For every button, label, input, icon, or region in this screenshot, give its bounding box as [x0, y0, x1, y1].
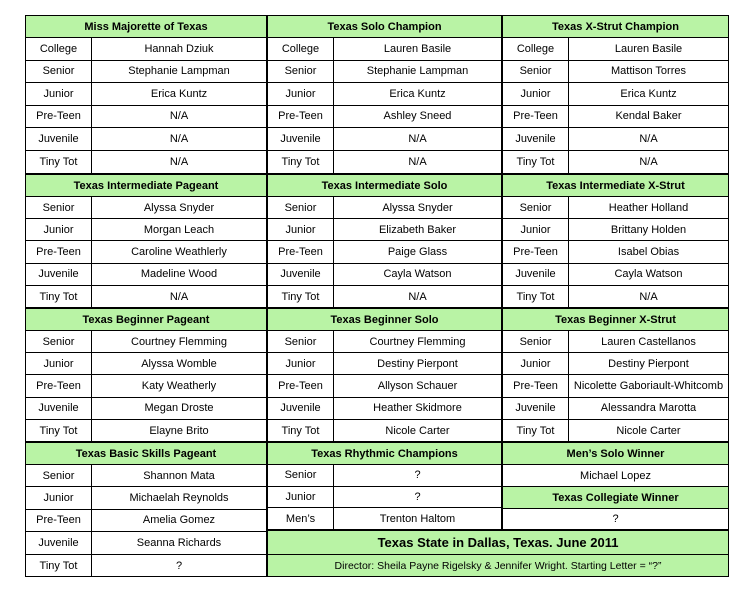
table-row — [26, 398, 266, 420]
winner-name: Isabel Obias — [617, 245, 680, 258]
winner-name: Lauren Basile — [383, 42, 452, 55]
mens-solo-winner: Michael Lopez — [503, 465, 728, 487]
table-row — [26, 61, 266, 84]
winner-name: N/A — [639, 132, 658, 145]
table-row — [268, 197, 501, 219]
winner-name: Megan Droste — [144, 402, 214, 415]
section-title: Texas X-Strut Champion — [503, 16, 728, 38]
table-row — [503, 264, 728, 286]
division-label: Tiny Tot — [26, 286, 92, 308]
winner-name: Nicole Carter — [616, 424, 681, 437]
winner-name: N/A — [169, 155, 189, 168]
section-basic-skills-pageant — [25, 442, 267, 577]
division-label: Pre-Teen — [26, 241, 92, 262]
rows — [503, 331, 728, 442]
division-label: Tiny Tot — [503, 151, 569, 174]
director-note: Director: Sheila Payne Rigelsky & Jennifer Wright. Starting Letter = “?” — [268, 555, 728, 576]
section-title: Texas Beginner Pageant — [26, 309, 266, 331]
table-row — [503, 83, 728, 106]
division-label: Pre-Teen — [26, 375, 92, 396]
table-row — [503, 375, 728, 397]
winner-name: Trenton Haltom — [379, 513, 456, 526]
table-row — [26, 420, 266, 442]
division-label: Senior — [268, 465, 334, 486]
winner-name: Paige Glass — [387, 245, 448, 258]
division-label: Tiny Tot — [268, 286, 334, 308]
winner-name: ? — [414, 491, 421, 504]
table-row — [26, 465, 266, 487]
division-label: Junior — [26, 487, 92, 508]
division-label: Senior — [26, 331, 92, 352]
table-row — [503, 286, 728, 308]
winner-name: Alyssa Womble — [141, 357, 217, 370]
division-label: College — [268, 38, 334, 60]
division-label: Pre-Teen — [26, 510, 92, 531]
winner-name: Seanna Richards — [136, 536, 222, 549]
section-intermediate-x-strut — [502, 174, 729, 308]
table-row — [26, 375, 266, 397]
division-label: Senior — [503, 61, 569, 83]
event-banner — [267, 530, 729, 577]
winner-name: N/A — [169, 132, 189, 145]
table-row — [503, 61, 728, 84]
table-row — [268, 398, 501, 420]
table-row — [26, 555, 266, 577]
table-row — [26, 128, 266, 151]
division-label: Juvenile — [268, 264, 334, 285]
winner-name: ? — [175, 559, 183, 572]
table-row — [503, 331, 728, 353]
table-row — [26, 532, 266, 554]
table-row — [268, 83, 501, 106]
section-title: Texas Intermediate Pageant — [26, 175, 266, 197]
division-label: Junior — [26, 219, 92, 240]
division-label: Tiny Tot — [26, 555, 92, 577]
division-label: Senior — [26, 61, 92, 83]
section-texas-solo-champion — [267, 15, 502, 174]
division-label: Juvenile — [503, 398, 569, 419]
division-label: Junior — [503, 353, 569, 374]
division-label: College — [503, 38, 569, 60]
division-label: Senior — [268, 61, 334, 83]
division-label: Pre-Teen — [268, 106, 334, 128]
table-row — [26, 487, 266, 509]
winner-name: Lauren Basile — [614, 42, 683, 55]
section-title: Texas Intermediate Solo — [268, 175, 501, 197]
winner-name: N/A — [639, 290, 658, 303]
winner-name: Erica Kuntz — [389, 87, 446, 100]
winner-name: Lauren Castellanos — [601, 335, 696, 348]
table-row — [26, 106, 266, 129]
division-label: Junior — [268, 487, 334, 508]
section-intermediate-solo — [267, 174, 502, 308]
table-row — [503, 38, 728, 61]
table-row — [268, 106, 501, 129]
division-label: College — [26, 38, 92, 60]
table-row — [26, 264, 266, 286]
section-beginner-pageant — [25, 308, 267, 442]
division-label: Junior — [268, 83, 334, 105]
division-label: Juvenile — [26, 264, 92, 285]
division-label: Tiny Tot — [26, 420, 92, 442]
table-row — [26, 286, 266, 308]
winner-name: Kendal Baker — [615, 110, 682, 123]
division-label: Tiny Tot — [26, 151, 92, 174]
table-row — [268, 420, 501, 442]
table-row — [268, 264, 501, 286]
winner-name: Caroline Weathlerly — [131, 245, 227, 258]
table-row — [268, 353, 501, 375]
division-label: Juvenile — [26, 532, 92, 553]
division-label: Pre-Teen — [503, 106, 569, 128]
section-x-strut-champion — [502, 15, 729, 174]
winner-name: Morgan Leach — [143, 223, 215, 236]
winner-name: N/A — [639, 155, 658, 168]
table-row — [26, 331, 266, 353]
division-label: Senior — [503, 197, 569, 218]
table-row — [26, 83, 266, 106]
section-beginner-x-strut — [502, 308, 729, 442]
winner-name: Erica Kuntz — [620, 87, 677, 100]
division-label: Tiny Tot — [268, 420, 334, 442]
table-row — [26, 510, 266, 532]
rows — [26, 465, 266, 577]
division-label: Junior — [268, 353, 334, 374]
division-label: Tiny Tot — [268, 151, 334, 174]
division-label: Junior — [503, 219, 569, 240]
table-row — [268, 487, 501, 509]
division-label: Junior — [268, 219, 334, 240]
winner-name: Courtney Flemming — [369, 335, 466, 348]
winner-name: Elizabeth Baker — [378, 223, 457, 236]
table-row — [26, 151, 266, 174]
winner-name: Shannon Mata — [143, 469, 215, 482]
rows — [268, 38, 501, 173]
table-row — [26, 241, 266, 263]
table-row — [26, 38, 266, 61]
winner-name: Stephanie Lampman — [128, 65, 230, 78]
winner-name: Allyson Schauer — [377, 379, 458, 392]
table-row — [268, 128, 501, 151]
division-label: Juvenile — [503, 264, 569, 285]
division-label: Pre-Teen — [268, 241, 334, 262]
division-label: Senior — [268, 197, 334, 218]
rows — [268, 465, 501, 530]
winner-name: Madeline Wood — [140, 268, 218, 281]
table-row — [26, 219, 266, 241]
table-row — [268, 375, 501, 397]
section-rhythmic-champions — [267, 442, 502, 530]
section-title: Texas Solo Champion — [268, 16, 501, 38]
table-row — [268, 286, 501, 308]
division-label: Senior — [503, 331, 569, 352]
section-miss-majorette — [25, 15, 267, 174]
winner-name: Hannah Dziuk — [144, 42, 214, 55]
section-title: Texas Intermediate X-Strut — [503, 175, 728, 197]
division-label: Juvenile — [268, 398, 334, 419]
section-mens-solo — [502, 442, 729, 530]
section-title: Texas Beginner Solo — [268, 309, 501, 331]
division-label: Pre-Teen — [268, 375, 334, 396]
division-label: Junior — [26, 353, 92, 374]
table-row — [503, 398, 728, 420]
collegiate-title: Texas Collegiate Winner — [503, 487, 728, 509]
division-label: Pre-Teen — [503, 375, 569, 396]
section-title: Texas Basic Skills Pageant — [26, 443, 266, 465]
table-row — [268, 241, 501, 263]
winner-name: Nicolette Gaboriault-Whitcomb — [573, 379, 724, 392]
section-beginner-solo — [267, 308, 502, 442]
table-row — [268, 465, 501, 487]
winner-name: Nicole Carter — [385, 424, 450, 437]
division-label: Tiny Tot — [503, 286, 569, 308]
rows — [26, 197, 266, 308]
table-row — [268, 508, 501, 530]
winner-name: Brittany Holden — [610, 223, 687, 236]
winner-name: ? — [414, 469, 421, 482]
table-row — [268, 38, 501, 61]
rows — [503, 197, 728, 308]
winner-name: Amelia Gomez — [142, 514, 216, 527]
table-row — [503, 128, 728, 151]
division-label: Juvenile — [268, 128, 334, 150]
winner-name: Elayne Brito — [149, 424, 209, 437]
division-label: Tiny Tot — [503, 420, 569, 442]
winner-name: Heather Holland — [608, 201, 689, 214]
winner-name: N/A — [408, 290, 427, 303]
winner-name: Alyssa Snyder — [143, 201, 215, 214]
section-title: Texas Beginner X-Strut — [503, 309, 728, 331]
winner-name: Alyssa Snyder — [382, 201, 453, 214]
division-label: Junior — [503, 83, 569, 105]
winner-name: Courtney Flemming — [131, 335, 227, 348]
table-row — [503, 420, 728, 442]
rows — [26, 38, 266, 173]
winner-name: Destiny Pierpont — [608, 357, 689, 370]
winner-name: N/A — [169, 290, 189, 303]
section-title: Texas Rhythmic Champions — [268, 443, 501, 465]
event-title: Texas State in Dallas, Texas. June 2011 — [268, 531, 728, 555]
table-row — [26, 197, 266, 219]
rows — [268, 197, 501, 308]
table-row — [268, 61, 501, 84]
division-label: Juvenile — [503, 128, 569, 150]
division-label: Pre-Teen — [26, 106, 92, 128]
section-title: Miss Majorette of Texas — [26, 16, 266, 38]
winner-name: Erica Kuntz — [150, 87, 208, 100]
division-label: Juvenile — [26, 128, 92, 150]
winner-name: Alessandra Marotta — [600, 402, 697, 415]
winner-name: Destiny Pierpont — [377, 357, 458, 370]
section-intermediate-pageant — [25, 174, 267, 308]
table-row — [503, 219, 728, 241]
division-label: Men’s — [268, 508, 334, 530]
winner-name: Cayla Watson — [383, 268, 452, 281]
rows — [503, 38, 728, 173]
winner-name: N/A — [169, 110, 189, 123]
division-label: Senior — [268, 331, 334, 352]
winner-name: Ashley Sneed — [383, 110, 452, 123]
winner-name: Mattison Torres — [611, 65, 686, 78]
winner-name: Cayla Watson — [614, 268, 683, 281]
division-label: Junior — [26, 83, 92, 105]
table-row — [268, 151, 501, 174]
winner-name: N/A — [408, 155, 427, 168]
collegiate-winner: ? — [612, 513, 619, 525]
rows — [268, 331, 501, 442]
division-label: Senior — [26, 465, 92, 486]
winner-name: Stephanie Lampman — [366, 65, 469, 78]
winner-name: N/A — [408, 132, 427, 145]
division-label: Senior — [26, 197, 92, 218]
division-label: Pre-Teen — [503, 241, 569, 262]
table-row — [503, 241, 728, 263]
table-row — [26, 353, 266, 375]
winner-name: Michaelah Reynolds — [129, 492, 229, 505]
table-row — [503, 151, 728, 174]
table-row — [503, 353, 728, 375]
division-label: Juvenile — [26, 398, 92, 419]
mens-solo-title: Men’s Solo Winner — [503, 443, 728, 465]
table-row — [268, 331, 501, 353]
table-row — [268, 219, 501, 241]
table-row — [503, 197, 728, 219]
winner-name: Katy Weatherly — [141, 379, 217, 392]
winner-name: Heather Skidmore — [373, 402, 462, 415]
table-row — [503, 106, 728, 129]
rows — [26, 331, 266, 442]
